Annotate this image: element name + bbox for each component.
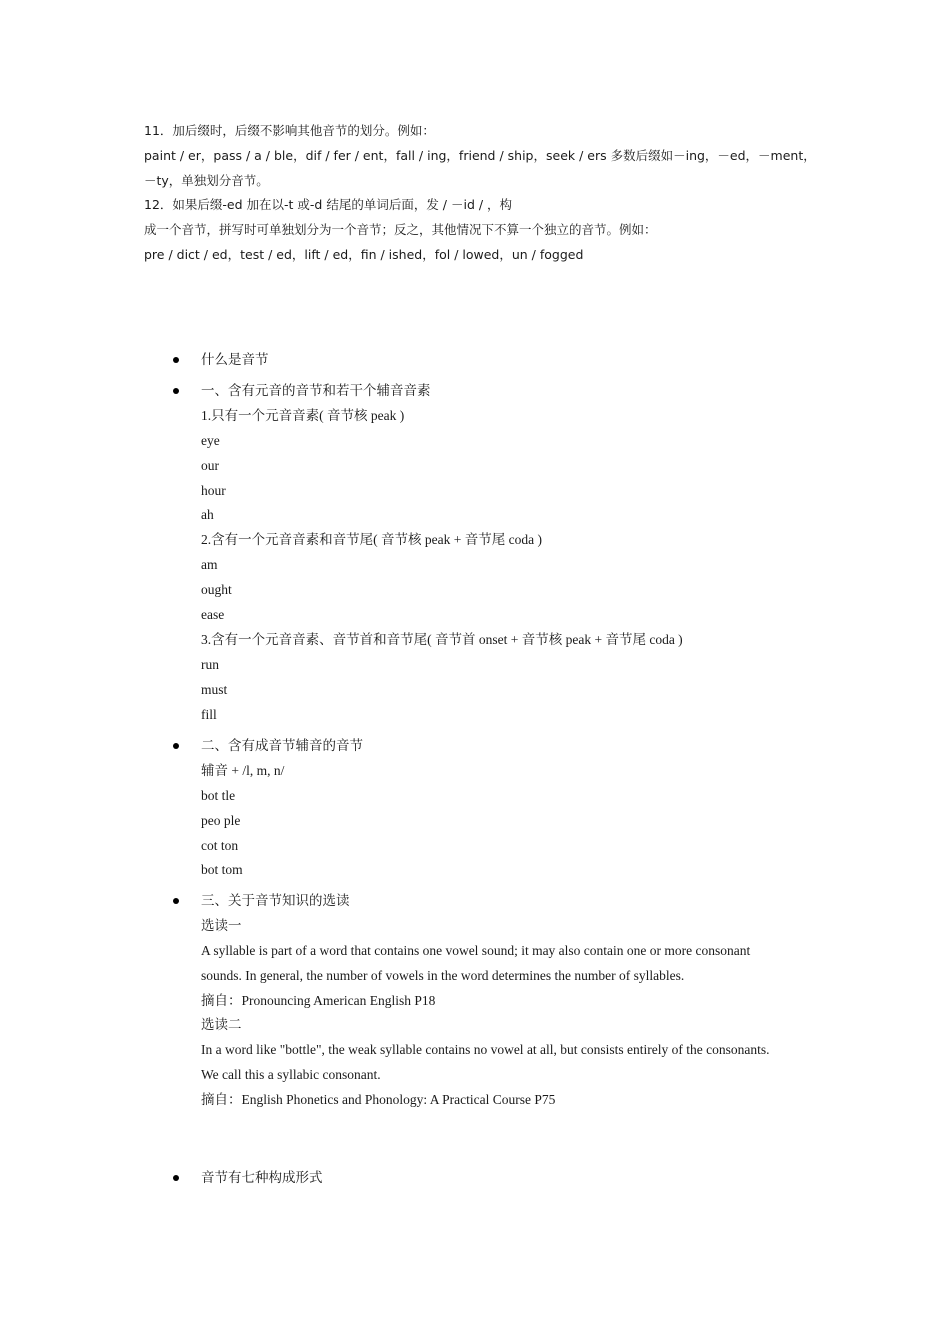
bullet-icon [173, 1175, 179, 1181]
section-heading: 二、含有成音节辅音的音节 [201, 738, 363, 754]
list-item-text [201, 379, 841, 727]
example-word: am [201, 557, 218, 573]
example-word: ought [201, 582, 232, 598]
rule-11-note: －ty，单独划分音节。 [144, 172, 269, 188]
bullet-icon [173, 898, 179, 904]
rule-11-examples: paint / er，pass / a / ble，dif / fer / ent，fall / ing，friend / ship，seek / ers 多数后缀如－ing，－ed，－ment， [144, 147, 816, 163]
example-word: fill [201, 706, 217, 722]
bullet-icon [173, 388, 179, 394]
example-word: ah [201, 507, 214, 523]
example-word: ease [201, 607, 225, 623]
rule-12-heading: 12．如果后缀-ed 加在以-t 或-d 结尾的单词后面，发 / －id / ，构 [144, 197, 513, 213]
rule-11-heading: 11．加后缀时，后缀不影响其他音节的划分。例如： [144, 123, 435, 138]
reading-source: 摘自：Pronouncing American English P18 [201, 992, 436, 1008]
section-heading: 三、关于音节知识的选读 [201, 893, 350, 909]
rule-12-examples: pre / dict / ed，test / ed，lift / ed，fin / ished，fol / lowed，un / fogged [144, 246, 584, 262]
reading-text: In a word like "bottle", the weak syllable contains no vowel at all, but consists entirely of the consonants. [201, 1042, 770, 1058]
reading-source: 摘自：English Phonetics and Phonology: A Practical Course P75 [201, 1092, 556, 1108]
example-word: eye [201, 432, 220, 448]
reading-label: 选读二 [201, 1017, 242, 1033]
reading-text: We call this a syllabic consonant. [201, 1067, 381, 1083]
example-word: bot tom [201, 862, 243, 878]
example-word: bot tle [201, 787, 236, 803]
reading-text: sounds. In general, the number of vowels in the word determines the number of syllables. [201, 967, 685, 983]
subsection-heading: 3.含有一个元音音素、音节首和音节尾( 音节首 onset + 音节核 peak + 音节尾 coda ) [201, 631, 683, 647]
section-heading: 一、含有元音的音节和若干个辅音音素 [201, 383, 431, 399]
example-word: peo ple [201, 812, 241, 828]
list-item-text [201, 1166, 841, 1191]
bullet-icon [173, 743, 179, 749]
bullet-icon [173, 357, 179, 363]
reading-text: A syllable is part of a word that contains one vowel sound; it may also contain one or more consonant [201, 942, 751, 958]
list-item-text [201, 348, 841, 373]
example-word: must [201, 681, 228, 697]
subsection-heading: 2.含有一个元音音素和音节尾( 音节核 peak + 音节尾 coda ) [201, 532, 542, 548]
example-word: run [201, 656, 219, 672]
formula-line: 辅音 + /l, m, n/ [201, 762, 285, 778]
list-item-text [201, 734, 841, 883]
list-item-text [201, 889, 841, 1113]
example-word: our [201, 457, 219, 473]
syllable-division-rules [144, 119, 824, 268]
reading-label: 选读一 [201, 917, 242, 933]
example-word: cot ton [201, 837, 239, 853]
section-heading: 音节有七种构成形式 [201, 1170, 323, 1186]
subsection-heading: 1.只有一个元音音素( 音节核 peak ) [201, 407, 405, 423]
rule-12-explanation: 成一个音节，拼写时可单独划分为一个音节；反之，其他情况下不算一个独立的音节。例如： [144, 222, 657, 238]
section-heading: 什么是音节 [201, 352, 269, 368]
example-word: hour [201, 482, 226, 498]
